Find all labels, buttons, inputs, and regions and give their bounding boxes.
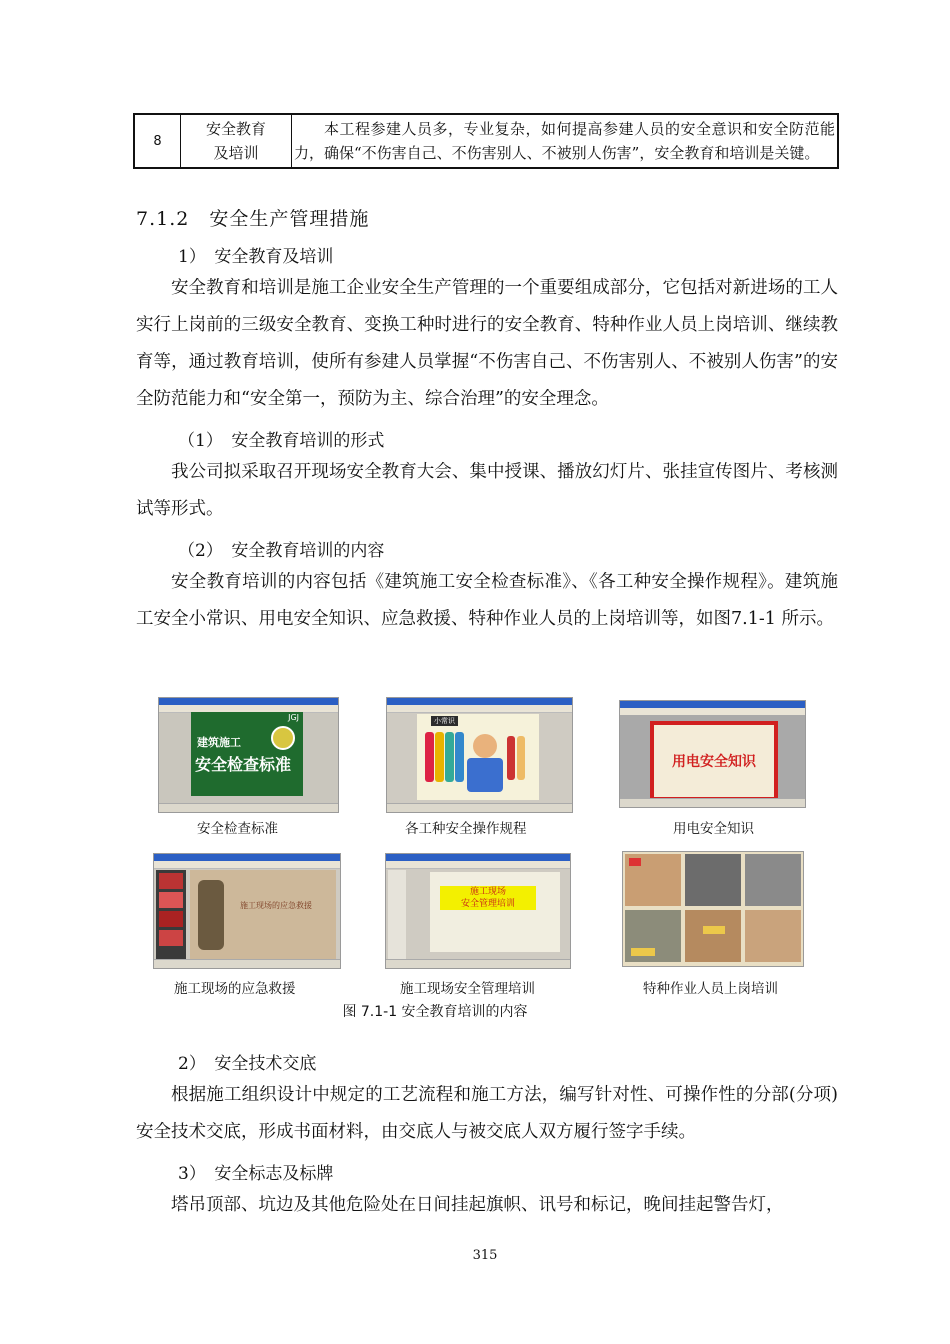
row-number: 8 bbox=[134, 114, 181, 168]
figure-caption: 图 7.1-1 安全教育培训的内容 bbox=[342, 1004, 528, 1020]
page-number: 315 bbox=[472, 1248, 498, 1263]
book-cover: JGJ 建筑施工 安全检查标准 bbox=[191, 712, 303, 796]
slide-canvas: 施工现场的应急救援 bbox=[190, 870, 336, 960]
sub2-title: （2） 安全教育培训的内容 bbox=[178, 541, 385, 561]
table-row bbox=[134, 114, 838, 168]
item3-title: 3） 安全标志及标牌 bbox=[178, 1164, 334, 1184]
slide-canvas: 小常识 bbox=[417, 714, 539, 800]
image-caption: 各工种安全操作规程 bbox=[405, 821, 527, 837]
slide-title-box: 施工现场 安全管理培训 bbox=[440, 886, 536, 910]
figure-image-safety-standard bbox=[158, 697, 339, 813]
item2-paragraph: 根据施工组织设计中规定的工艺流程和施工方法，编写针对性、可操作性的分部(分项)安全技术交底，形成书面材料，由交底人与被交底人双方履行签字手续。 bbox=[136, 1085, 838, 1142]
row-category-line2: 及培训 bbox=[213, 144, 259, 162]
figure-image-emergency-rescue bbox=[153, 853, 341, 969]
row-description-text: 本工程参建人员多，专业复杂，如何提高参建人员的安全意识和安全防范能力，确保“不伤害自己、不伤害别人、不被别人伤害”，安全教育和培训是关键。 bbox=[294, 120, 835, 162]
risk-table bbox=[133, 113, 839, 169]
row-category-line1: 安全教育 bbox=[205, 120, 266, 138]
figure-image-site-management bbox=[385, 853, 571, 969]
sub2-paragraph: 安全教育培训的内容包括《建筑施工安全检查标准》、《各工种安全操作规程》。建筑施工安全小常识、用电安全知识、应急救援、特种作业人员的上岗培训等，如图7.1-1 所示。 bbox=[136, 572, 838, 629]
section-heading: 7.1.2 安全生产管理措施 bbox=[136, 208, 370, 230]
item2-title: 2） 安全技术交底 bbox=[178, 1054, 317, 1074]
row-description bbox=[292, 114, 839, 168]
image-caption: 用电安全知识 bbox=[673, 821, 754, 837]
slide-thumbnails bbox=[156, 870, 186, 960]
image-caption: 施工现场安全管理培训 bbox=[400, 981, 535, 997]
emblem-icon bbox=[271, 726, 295, 750]
image-caption: 施工现场的应急救援 bbox=[174, 981, 296, 997]
sub1-title: （1） 安全教育培训的形式 bbox=[178, 431, 385, 451]
image-caption: 安全检查标准 bbox=[197, 821, 278, 837]
figure-image-electrical-safety bbox=[619, 700, 806, 808]
image-caption: 特种作业人员上岗培训 bbox=[643, 981, 778, 997]
figure-image-operation-rules bbox=[386, 697, 573, 813]
item1-paragraph: 安全教育和培训是施工企业安全生产管理的一个重要组成部分，它包括对新进场的工人实行上岗前的三级安全教育、变换工种时进行的安全教育、特种作业人员上岗培训、继续教育等，通过教育培训，使所有参建人员掌握“不伤害自己、不伤害别人、不被别人伤害”的安全防范能力和“安全第一，预防为主、综合治理”的安全理念。 bbox=[136, 278, 838, 409]
scroll-banner: 用电安全知识 bbox=[650, 721, 778, 801]
sub1-paragraph: 我公司拟采取召开现场安全教育大会、集中授课、播放幻灯片、张挂宣传图片、考核测试等形式。 bbox=[136, 462, 838, 519]
figure-image-special-operators bbox=[622, 851, 804, 967]
row-category bbox=[181, 114, 292, 168]
item3-paragraph: 塔吊顶部、坑边及其他危险处在日间挂起旗帜、讯号和标记，晚间挂起警告灯， bbox=[171, 1195, 784, 1215]
slide-canvas bbox=[430, 872, 560, 952]
worker-figure bbox=[473, 734, 497, 758]
item1-title: 1） 安全教育及培训 bbox=[178, 247, 334, 267]
